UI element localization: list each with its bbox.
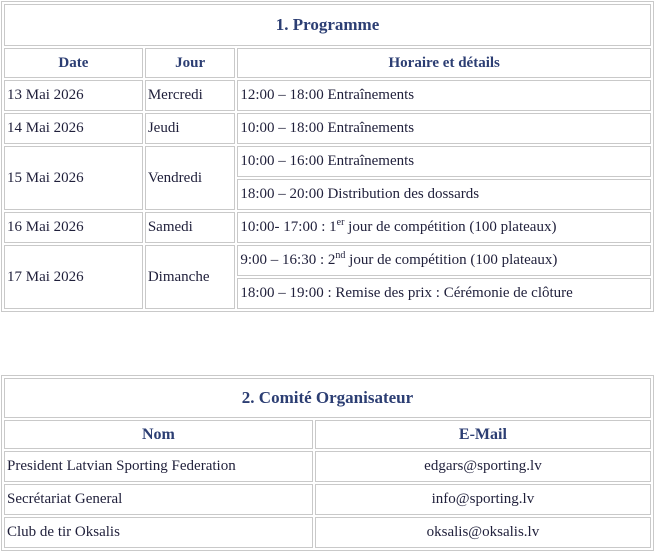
horaire-text: jour de compétition (100 plateaux) (345, 252, 558, 268)
horaire-text: 9:00 – 16:30 : 2 (240, 252, 336, 268)
header-email: E-Mail (315, 420, 651, 449)
horaire-cell: 18:00 – 20:00 Distribution des dossards (237, 179, 651, 210)
horaire-cell: 10:00 – 16:00 Entraînements (237, 146, 651, 177)
horaire-cell (237, 212, 651, 243)
table-row (4, 212, 651, 243)
table-row (4, 517, 651, 548)
date-cell: 16 Mai 2026 (4, 212, 143, 243)
header-horaire: Horaire et détails (237, 48, 651, 78)
nom-cell: Secrétariat General (4, 484, 313, 515)
horaire-text: jour de compétition (100 plateaux) (344, 219, 557, 235)
nom-cell: Club de tir Oksalis (4, 517, 313, 548)
horaire-cell: 12:00 – 18:00 Entraînements (237, 80, 651, 111)
header-nom: Nom (4, 420, 313, 449)
date-cell: 14 Mai 2026 (4, 113, 143, 144)
date-cell: 17 Mai 2026 (4, 245, 143, 309)
jour-cell: Mercredi (145, 80, 236, 111)
date-cell: 13 Mai 2026 (4, 80, 143, 111)
comite-table (1, 375, 654, 551)
horaire-cell: 18:00 – 19:00 : Remise des prix : Cérémonie de clôture (237, 278, 651, 309)
ordinal-suffix: nd (335, 250, 346, 261)
horaire-cell: 10:00 – 18:00 Entraînements (237, 113, 651, 144)
header-date: Date (4, 48, 143, 78)
table-row (4, 113, 651, 144)
date-cell: 15 Mai 2026 (4, 146, 143, 210)
comite-title: 2. Comité Organisateur (4, 378, 651, 418)
ordinal-suffix: er (336, 217, 345, 228)
horaire-text: 10:00- 17:00 : 1 (240, 219, 337, 235)
table-row (4, 451, 651, 482)
nom-cell: President Latvian Sporting Federation (4, 451, 313, 482)
table-row (4, 245, 651, 276)
email-cell: edgars@sporting.lv (315, 451, 651, 482)
jour-cell: Jeudi (145, 113, 236, 144)
jour-cell: Vendredi (145, 146, 236, 210)
jour-cell: Dimanche (145, 245, 236, 309)
email-cell: info@sporting.lv (315, 484, 651, 515)
programme-table (1, 1, 654, 312)
table-row (4, 484, 651, 515)
jour-cell: Samedi (145, 212, 236, 243)
horaire-cell (237, 245, 651, 276)
header-jour: Jour (145, 48, 236, 78)
email-cell: oksalis@oksalis.lv (315, 517, 651, 548)
programme-title: 1. Programme (4, 4, 651, 46)
table-row (4, 146, 651, 177)
table-row (4, 80, 651, 111)
